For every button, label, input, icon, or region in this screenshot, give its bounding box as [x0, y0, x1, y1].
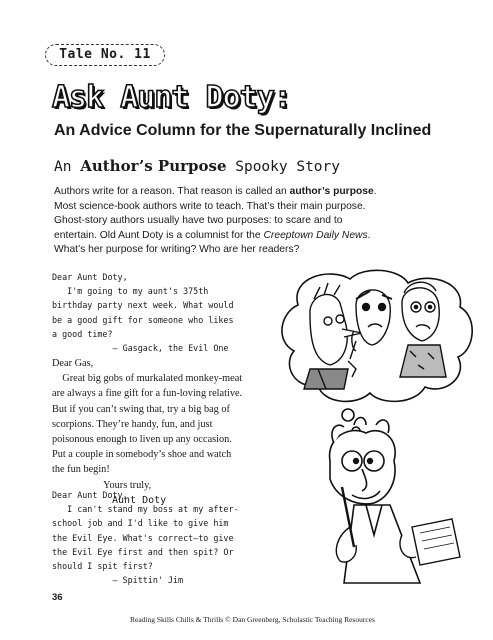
letter-line: Dear Aunt Doty,	[52, 490, 128, 500]
reply-line: But if you can’t swing that, try a big bag of	[52, 403, 230, 415]
aunt-doty-reply	[52, 356, 242, 508]
newspaper-name: Creeptown Daily News	[263, 229, 368, 241]
reply-line: are always a fine gift for a fun-loving relative.	[52, 388, 243, 400]
page-title: Ask Aunt Doty:	[52, 80, 291, 115]
letter-signoff: — Gasgack, the Evil One	[52, 343, 229, 354]
reply-line: scorpions. They’re handy, fun, and just	[52, 418, 213, 430]
tale-number-badge	[45, 44, 165, 66]
reply-signature: Aunt Doty	[112, 494, 167, 506]
cartoon-illustration	[270, 265, 485, 585]
intro-line: Most science-book authors write to teach. That’s their main purpose.	[54, 200, 366, 212]
key-term: author’s purpose	[289, 186, 374, 197]
letter-line: the Evil Eye. What's correct—to give	[52, 532, 234, 543]
heading-emphasis: Author’s Purpose	[80, 157, 227, 175]
reader-letter-gasgack	[52, 270, 234, 355]
letter-line: the Evil Eye first and then spit? Or	[52, 546, 234, 557]
footer-credit: Reading Skills Chills & Thrills © Dan Greenberg, Scholastic Teaching Resources	[130, 615, 375, 624]
intro-paragraph	[54, 185, 384, 258]
reply-line: Great big gobs of murkalated monkey-meat	[52, 373, 243, 385]
reply-line: Dear Gas,	[52, 358, 94, 369]
section-heading	[54, 157, 340, 175]
notepad	[400, 519, 460, 565]
heading-prefix: An	[54, 159, 72, 175]
intro-line: Authors write for a reason. That reason is called an author’s purpose.	[54, 186, 377, 197]
letter-line: a good time?	[52, 328, 113, 339]
letter-line: I can't stand my boss at my after-	[52, 504, 239, 515]
letter-signoff: — Spittin' Jim	[52, 575, 184, 586]
reply-closing: Yours truly,	[52, 479, 152, 491]
reply-line: the fun begin!	[52, 464, 110, 476]
reader-letter-spittin-jim	[52, 488, 239, 587]
heading-suffix: Spooky Story	[235, 159, 340, 175]
page-subtitle: An Advice Column for the Supernaturally Inclined	[54, 122, 432, 139]
letter-line: school job and I'd like to give him	[52, 518, 229, 529]
tale-number-label: Tale No. 11	[59, 47, 151, 62]
letter-line: I'm going to my aunt's 375th	[52, 286, 209, 297]
reply-line: poisonous enough to liven up any occasion.	[52, 434, 232, 446]
page-number: 36	[52, 592, 63, 603]
intro-line: Ghost-story authors usually have two purposes: to scare and to	[54, 215, 343, 226]
intro-line: entertain. Old Aunt Doty is a columnist for the Creeptown Daily News.	[54, 229, 371, 241]
letter-line: Dear Aunt Doty,	[52, 272, 128, 282]
letter-line: should I spit first?	[52, 561, 153, 572]
intro-line: What’s her purpose for writing? Who are her readers?	[54, 244, 300, 255]
letter-line: birthday party next week. What would	[52, 300, 234, 311]
reply-line: Put a couple in somebody’s shoe and watch	[52, 449, 232, 461]
letter-line: be a good gift for someone who likes	[52, 314, 234, 325]
